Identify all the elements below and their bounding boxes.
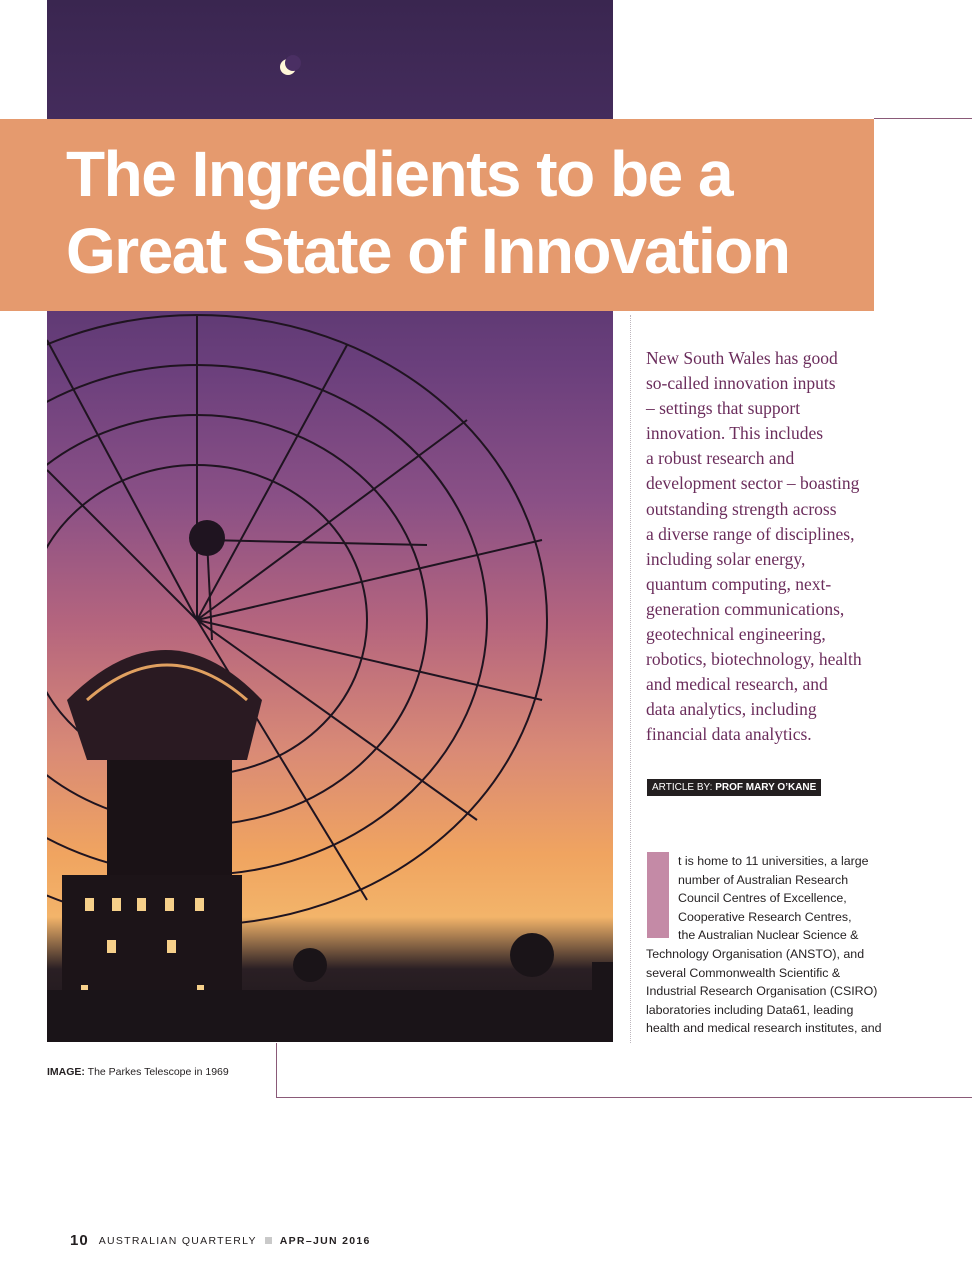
- title-line-1: The Ingredients to be a: [66, 138, 733, 210]
- byline-label: ARTICLE BY:: [652, 782, 716, 793]
- top-rule: [874, 118, 972, 119]
- image-caption: [47, 1066, 229, 1078]
- bottom-rule: [276, 1097, 972, 1098]
- issue-date: APR–JUN 2016: [279, 1234, 371, 1247]
- byline: [647, 779, 821, 796]
- body-indented-lines: t is home to 11 universities, a large number of Australian Research Council Centres of Excellence, Cooperative Research Centres, the Australian Nuclear Science &: [678, 854, 869, 943]
- column-divider: [630, 315, 631, 1043]
- page-footer: [70, 1232, 371, 1249]
- page-number: 10: [70, 1232, 89, 1249]
- caption-text: The Parkes Telescope in 1969: [84, 1066, 229, 1078]
- article-title: [66, 136, 789, 290]
- article-body: [646, 852, 946, 1038]
- bottom-rule-vertical: [276, 1043, 277, 1098]
- title-line-2: Great State of Innovation: [66, 215, 790, 287]
- magazine-name: AUSTRALIAN QUARTERLY: [98, 1234, 257, 1247]
- separator-square-icon: [265, 1237, 272, 1244]
- standfirst: New South Wales has good so-called innovation inputs – settings that support innovation. This includes a robust research and development sector – boasting outstanding strength across a diverse range of disciplines, including solar energy, quantum computing, next- generation communications, geotechnical engineering, robotics, biotechnology, health and medical research, and data analytics, including financial data analytics.: [646, 348, 862, 745]
- byline-author: PROF MARY O’KANE: [715, 782, 817, 793]
- caption-label: IMAGE:: [47, 1066, 85, 1078]
- body-remaining-lines: Technology Organisation (ANSTO), and several Commonwealth Scientific & Industrial Research Organisation (CSIRO) laboratories including Data61, leading health and medical research institutes, and: [646, 946, 882, 1036]
